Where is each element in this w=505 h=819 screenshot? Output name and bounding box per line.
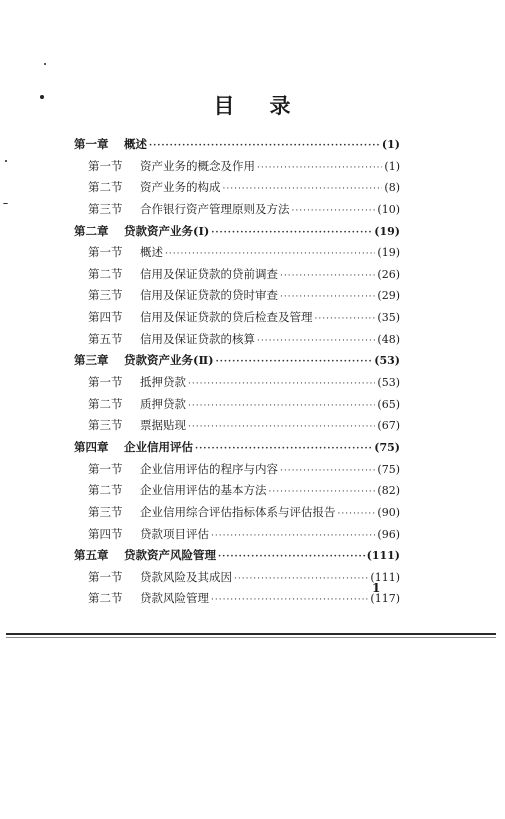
toc-entry-page: (19) — [377, 246, 400, 260]
toc-leader-dots — [257, 331, 375, 353]
toc-entry-title: 贷款风险及其成因 — [140, 569, 232, 584]
toc-entry-title: 资产业务的构成 — [140, 180, 221, 195]
toc-leader-dots — [195, 439, 372, 461]
bottom-rule-thin — [6, 637, 496, 638]
toc-entry-number: 第二节 — [88, 483, 123, 498]
toc-entry-number: 第三节 — [88, 288, 123, 303]
toc-entry-page: (53) — [374, 354, 400, 368]
toc-entry-number: 第一节 — [88, 375, 123, 390]
toc-section-row — [74, 394, 400, 416]
toc-leader-dots — [338, 504, 376, 526]
toc-entry-number: 第二章 — [74, 223, 109, 238]
toc-section-row — [74, 156, 400, 178]
toc-entry-title: 信用及保证贷款的贷后检查及管理 — [140, 310, 313, 325]
toc-entry-title: 贷款风险管理 — [140, 591, 209, 606]
toc-entry-page: (35) — [377, 311, 400, 325]
toc-section-row — [74, 242, 400, 264]
toc-chapter-row — [74, 350, 400, 372]
toc-entry-page: (82) — [377, 484, 400, 498]
toc-leader-dots — [165, 244, 375, 266]
toc-entry-number: 第三章 — [74, 353, 109, 368]
toc-chapter-row — [74, 545, 400, 567]
toc-leader-dots — [216, 352, 373, 374]
toc-leader-dots — [292, 201, 376, 223]
toc-entry-number: 第三节 — [88, 504, 123, 519]
toc-section-row — [74, 329, 400, 351]
toc-entry-number: 第四节 — [88, 526, 123, 541]
toc-entry-page: (90) — [377, 505, 400, 519]
toc-entry-title: 贷款项目评估 — [140, 526, 209, 541]
toc-leader-dots — [188, 396, 375, 418]
toc-section-row — [74, 199, 400, 221]
toc-entry-page: (10) — [377, 202, 400, 216]
toc-entry-number: 第五节 — [88, 331, 123, 346]
toc-entry-page: (67) — [377, 419, 400, 433]
toc-entry-number: 第一节 — [88, 245, 123, 260]
toc-entry-number: 第二节 — [88, 180, 123, 195]
toc-entry-page: (75) — [377, 462, 400, 476]
toc-entry-number: 第二节 — [88, 591, 123, 606]
toc-entry-page: (29) — [377, 289, 400, 303]
toc-leader-dots — [149, 136, 380, 158]
toc-entry-page: (65) — [377, 397, 400, 411]
toc-entry-title: 企业信用评估 — [124, 439, 193, 454]
toc-section-row — [74, 415, 400, 437]
page-number: 1 — [372, 581, 381, 595]
toc-entry-page: (26) — [377, 267, 400, 281]
toc-chapter-row — [74, 221, 400, 243]
toc-entry-page: (111) — [370, 570, 400, 584]
toc-leader-dots — [211, 590, 368, 612]
toc-entry-title: 资产业务的概念及作用 — [140, 158, 255, 173]
toc-entry-title: 企业信用综合评估指标体系与评估报告 — [140, 504, 336, 519]
toc-entry-number: 第四章 — [74, 439, 109, 454]
toc-leader-dots — [188, 374, 375, 396]
page-title — [0, 90, 505, 120]
toc-entry-title: 质押贷款 — [140, 396, 186, 411]
toc-entry-number: 第一章 — [74, 137, 109, 151]
toc-section-row — [74, 588, 400, 610]
toc-entry-page: (1) — [381, 138, 400, 151]
toc-leader-dots — [280, 461, 375, 483]
toc-entry-title: 信用及保证贷款的核算 — [140, 331, 255, 346]
toc-chapter-row — [74, 437, 400, 459]
toc-entry-number: 第三节 — [88, 418, 123, 433]
toc-entry-page: (96) — [377, 527, 400, 541]
toc-entry-number: 第二节 — [88, 396, 123, 411]
bottom-rule — [6, 633, 496, 635]
toc-section-row — [74, 177, 400, 199]
toc-entry-title: 贷款资产风险管理 — [124, 548, 216, 563]
toc-section-row — [74, 567, 400, 589]
toc-section-row — [74, 480, 400, 502]
toc-section-row — [74, 502, 400, 524]
toc-entry-title: 概述 — [140, 245, 163, 260]
toc-leader-dots — [257, 158, 382, 180]
toc-entry-title: 概述 — [124, 137, 147, 151]
toc-entry-title: 信用及保证贷款的贷时审查 — [140, 288, 278, 303]
table-of-contents — [74, 134, 400, 610]
toc-entry-number: 第三节 — [88, 201, 123, 216]
toc-entry-number: 第一节 — [88, 461, 123, 476]
toc-entry-number: 第二节 — [88, 266, 123, 281]
toc-entry-page: (8) — [384, 181, 400, 195]
toc-entry-page: (75) — [374, 440, 400, 454]
toc-leader-dots — [269, 482, 376, 504]
toc-entry-title: 企业信用评估的程序与内容 — [140, 461, 278, 476]
toc-entry-title: 抵押贷款 — [140, 375, 186, 390]
toc-entry-title: 票据贴现 — [140, 418, 186, 433]
toc-entry-title: 企业信用评估的基本方法 — [140, 483, 267, 498]
toc-leader-dots — [223, 179, 383, 201]
toc-leader-dots — [234, 569, 368, 591]
toc-entry-number: 第一节 — [88, 569, 123, 584]
toc-section-row — [74, 524, 400, 546]
toc-leader-dots — [188, 417, 375, 439]
toc-entry-number: 第四节 — [88, 310, 123, 325]
toc-entry-title: 合作银行资产管理原则及方法 — [140, 201, 290, 216]
toc-entry-title: 贷款资产业务(Ⅱ) — [124, 353, 214, 368]
toc-chapter-row — [74, 134, 400, 156]
toc-entry-number: 第一节 — [88, 158, 123, 173]
toc-section-row — [74, 285, 400, 307]
toc-leader-dots — [315, 309, 376, 331]
toc-leader-dots — [211, 526, 375, 548]
toc-section-row — [74, 307, 400, 329]
scan-speck — [44, 63, 46, 65]
scan-speck — [3, 203, 8, 204]
toc-leader-dots — [280, 287, 375, 309]
toc-entry-number: 第五章 — [74, 548, 109, 563]
toc-entry-page: (111) — [366, 549, 400, 563]
title-char-2: 录 — [269, 93, 292, 118]
scan-speck — [5, 160, 7, 162]
toc-section-row — [74, 459, 400, 481]
toc-entry-page: (53) — [377, 376, 400, 390]
toc-entry-title: 贷款资产业务(Ⅰ) — [124, 223, 210, 238]
toc-section-row — [74, 264, 400, 286]
scan-speck — [40, 95, 44, 99]
toc-entry-page: (19) — [374, 224, 400, 238]
toc-leader-dots — [211, 223, 372, 245]
toc-leader-dots — [218, 547, 365, 569]
toc-leader-dots — [280, 266, 375, 288]
toc-entry-page: (117) — [370, 592, 400, 606]
toc-entry-page: (48) — [377, 332, 400, 346]
toc-entry-title: 信用及保证贷款的贷前调查 — [140, 266, 278, 281]
title-char-1: 目 — [213, 93, 236, 118]
toc-entry-page: (1) — [384, 159, 400, 173]
toc-section-row — [74, 372, 400, 394]
